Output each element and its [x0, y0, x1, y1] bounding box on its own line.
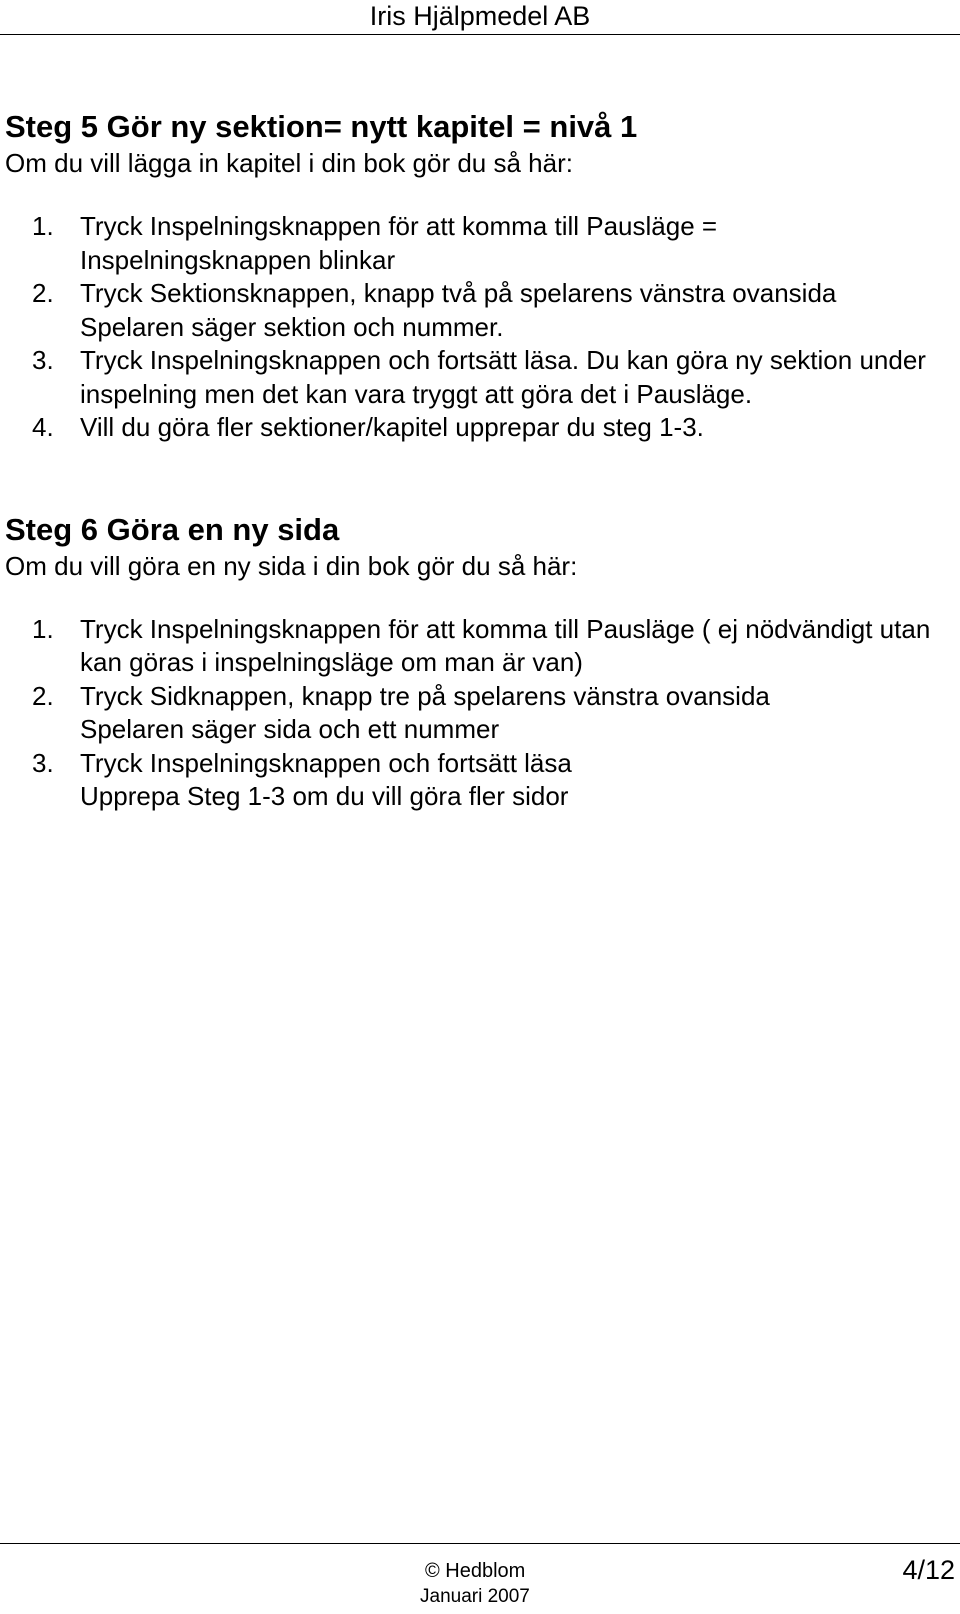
step-number: 1. — [32, 211, 54, 241]
section-steg-5 — [5, 108, 945, 445]
list-item — [5, 210, 945, 277]
step-number: 3. — [32, 747, 54, 778]
section-intro: Om du vill lägga in kapitel i din bok gör du så här: — [5, 148, 573, 178]
list-item — [5, 747, 945, 814]
step-text: Tryck Inspelningsknappen och fortsätt läsa. Du kan göra ny sektion under inspelning men det kan vara tryggt att göra det i Pausläge. — [80, 345, 926, 409]
step-list — [5, 210, 945, 445]
section-steg-6 — [5, 511, 945, 814]
step-note: Spelaren säger sida och ett nummer — [80, 714, 500, 744]
step-text: Tryck Sidknappen, knapp tre på spelarens vänstra ovansida — [80, 680, 770, 711]
step-number: 3. — [32, 345, 54, 375]
step-number: 4. — [32, 412, 54, 442]
step-text: Tryck Sektionsknappen, knapp två på spelarens vänstra ovansida — [80, 278, 837, 308]
list-item — [5, 613, 945, 680]
step-note: Spelaren säger sektion och nummer. — [80, 311, 504, 342]
step-text: Tryck Inspelningsknappen för att komma till Pausläge = Inspelningsknappen blinkar — [80, 211, 718, 275]
page-header — [0, 0, 960, 35]
header-title: Iris Hjälpmedel AB — [369, 1, 591, 31]
step-number: 1. — [32, 613, 54, 644]
list-item — [5, 277, 945, 344]
footer-date: Januari 2007 — [420, 1586, 530, 1607]
step-number: 2. — [32, 278, 54, 308]
step-text: Tryck Inspelningsknappen för att komma till Pausläge ( ej nödvändigt utan kan göras i inspelningsläge om man är van) — [80, 613, 931, 677]
list-item — [5, 344, 945, 411]
page-number: 4/12 — [902, 1555, 955, 1585]
page-footer — [0, 1543, 960, 1614]
section-heading: Steg 6 Göra en ny sida — [5, 511, 340, 547]
step-text: Vill du göra fler sektioner/kapitel upprepar du steg 1-3. — [80, 412, 704, 442]
section-heading: Steg 5 Gör ny sektion= nytt kapitel = nivå 1 — [5, 109, 638, 144]
list-item — [5, 680, 945, 747]
step-number: 2. — [32, 680, 54, 711]
step-note: Upprepa Steg 1-3 om du vill göra fler sidor — [80, 781, 569, 811]
footer-copyright: © Hedblom — [425, 1560, 526, 1582]
step-list — [5, 613, 945, 814]
list-item — [5, 411, 945, 445]
section-intro: Om du vill göra en ny sida i din bok gör du så här: — [5, 550, 578, 581]
step-text: Tryck Inspelningsknappen och fortsätt läsa — [80, 747, 572, 778]
page-content — [5, 108, 945, 814]
